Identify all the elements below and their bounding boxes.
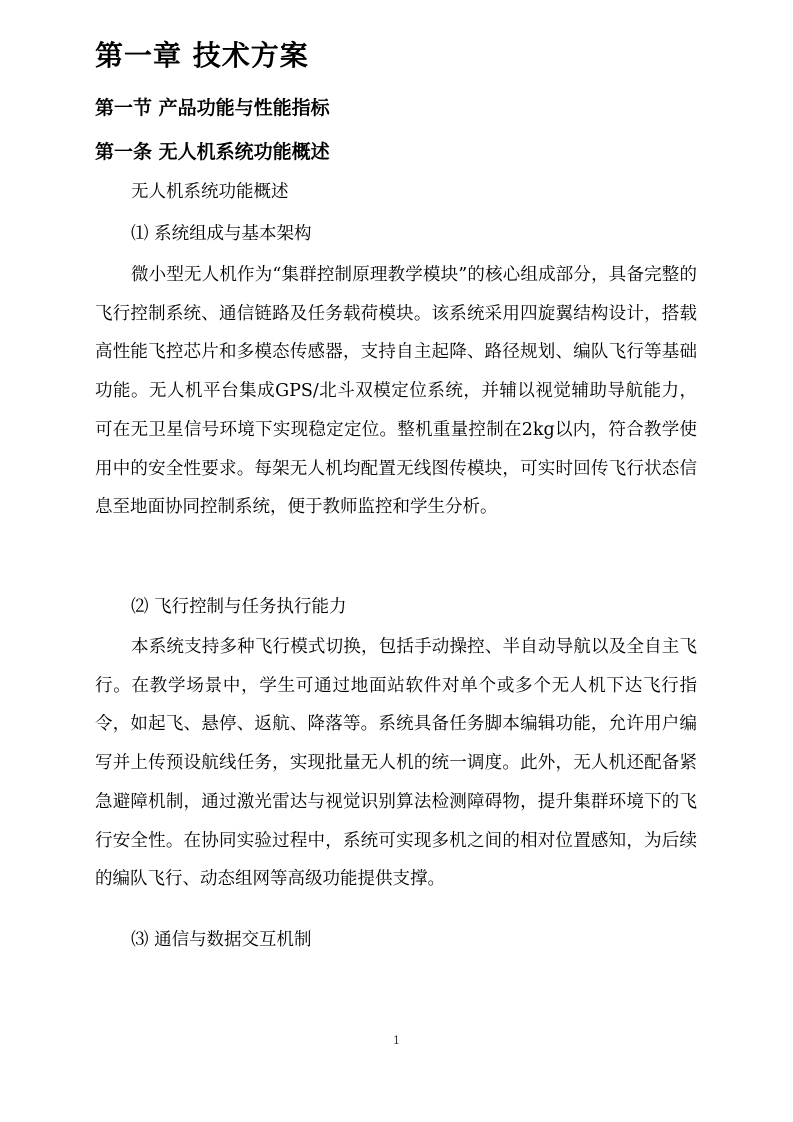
subsection-heading: ⑶ 通信与数据交互机制 bbox=[131, 930, 312, 950]
intro-line: 无人机系统功能概述 bbox=[131, 182, 289, 202]
subsection-heading: ⑵ 飞行控制与任务执行能力 bbox=[131, 597, 347, 617]
body-paragraph: 微小型无人机作为“集群控制原理教学模块”的核心组成部分，具备完整的飞行控制系统、通信链路及任务载荷模块。该系统采用四旋翼结构设计，搭载高性能飞控芯片和多模态传感器，支持自主起降、路径规划、编队飞行等基础功能。无人机平台集成GPS/北斗双模定位系统，并辅以视觉辅助导航能力，可在无卫星信号环境下实现稳定定位。整机重量控制在2kg以内，符合教学使用中的安全性要求。每架无人机均配置无线图传模块，可实时回传飞行状态信息至地面协同控制系统，便于教师监控和学生分析。 bbox=[95, 265, 697, 518]
section-title: 第一节 产品功能与性能指标 bbox=[95, 97, 330, 119]
article-title: 第一条 无人机系统功能概述 bbox=[95, 141, 330, 163]
subsection-heading: ⑴ 系统组成与基本架构 bbox=[131, 224, 312, 244]
page-number: 1 bbox=[393, 1034, 400, 1047]
body-paragraph: 本系统支持多种飞行模式切换，包括手动操控、半自动导航以及全自主飞行。在教学场景中，学生可通过地面站软件对单个或多个无人机下达飞行指令，如起飞、悬停、返航、降落等。系统具备任务脚本编辑功能，允许用户编写并上传预设航线任务，实现批量无人机的统一调度。此外，无人机还配备紧急避障机制，通过激光雷达与视觉识别算法检测障碍物，提升集群环境下的飞行安全性。在协同实验过程中，系统可实现多机之间的相对位置感知，为后续的编队飞行、动态组网等高级功能提供支撑。 bbox=[95, 637, 697, 890]
chapter-title: 第一章 技术方案 bbox=[95, 39, 309, 72]
